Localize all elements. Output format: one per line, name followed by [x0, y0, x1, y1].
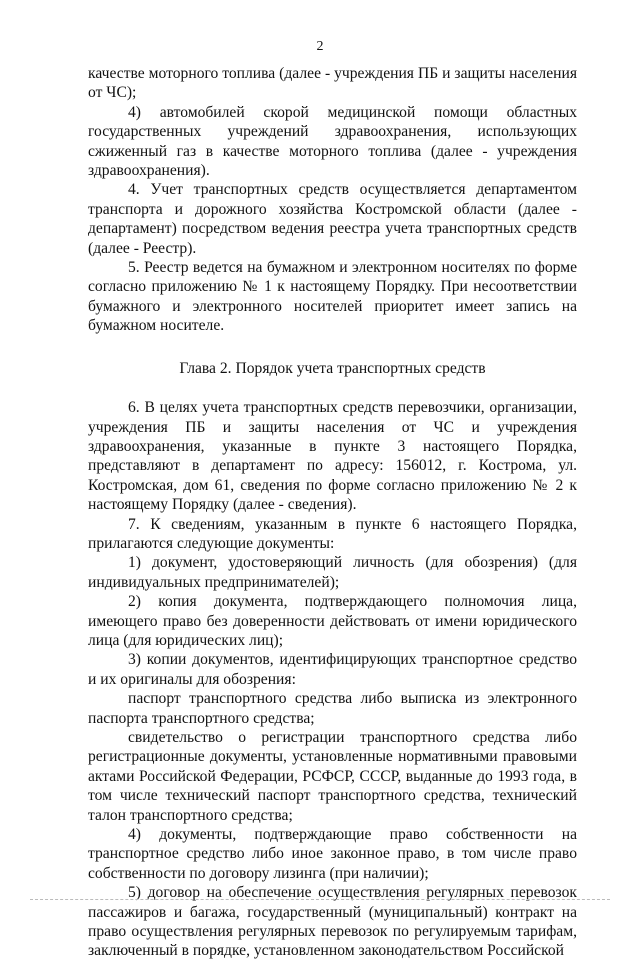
list-item: 4) документы, подтверждающие право собственности на транспортное средство либо иное законное право, в том числе право собственности по договору лизинга (при наличии); — [88, 826, 577, 882]
paragraph: 7. К сведениям, указанным в пункте 6 настоящего Порядка, прилагаются следующие документы: — [88, 515, 577, 552]
chapter-heading: Глава 2. Порядок учета транспортных средств — [179, 359, 486, 377]
paragraph: качестве моторного топлива (далее - учреждения ПБ и защиты населения от ЧС); — [88, 65, 577, 102]
paragraph: 5. Реестр ведется на бумажном и электронном носителях по форме согласно приложению № 1 к настоящему Порядку. При несоответствии бумажного и электронного носителей приоритет имеет запись на бумажном носителе. — [88, 259, 577, 335]
paragraph: 4. Учет транспортных средств осуществляется департаментом транспорта и дорожного хозяйства Костромской области (далее - департамент) посредством ведения реестра учета транспортных средств (далее - Реестр). — [88, 181, 577, 257]
sub-list-item: свидетельство о регистрации транспортного средства либо регистрационные документы, установленные нормативными правовыми актами Российской Федерации, РСФСР, СССР, выданные до 1993 года, в том числе технический паспорт транспортного средства, технический талон транспортного средства; — [88, 729, 577, 824]
paragraph: 6. В целях учета транспортных средств перевозчики, организации, учреждения ПБ и защиты населения от ЧС и учреждения здравоохранения, указанные в пункте 3 настоящего Порядка, представляют в департамент по адресу: 156012, г. Кострома, ул. Костромская, дом 61, сведения по форме согласно приложению № 2 к настоящему Порядку (далее - сведения). — [88, 399, 577, 514]
sub-list-item: паспорт транспортного средства либо выписка из электронного паспорта транспортного средства; — [88, 690, 577, 727]
document-body — [88, 64, 577, 961]
list-item: 5) договор на обеспечение осуществления регулярных перевозок пассажиров и багажа, государственный (муниципальный) контракт на право осуществления регулярных перевозок по регулируемым тарифам, заключенный в порядке, установленном законодательством Российской — [88, 884, 577, 960]
list-item: 3) копии документов, идентифицирующих транспортное средство и их оригиналы для обозрения: — [88, 651, 577, 688]
paragraph: 4) автомобилей скорой медицинской помощи областных государственных учреждений здравоохранения, использующих сжиженный газ в качестве моторного топлива (далее - учреждения здравоохранения). — [88, 103, 577, 180]
list-item: 1) документ, удостоверяющий личность (для обозрения) (для индивидуальных предпринимателей); — [88, 554, 577, 591]
scan-edge-divider — [30, 899, 610, 900]
page-number: 2 — [316, 39, 324, 54]
list-item: 2) копия документа, подтверждающего полномочия лица, имеющего право без доверенности действовать от имени юридического лица (для юридических лиц); — [88, 593, 577, 649]
